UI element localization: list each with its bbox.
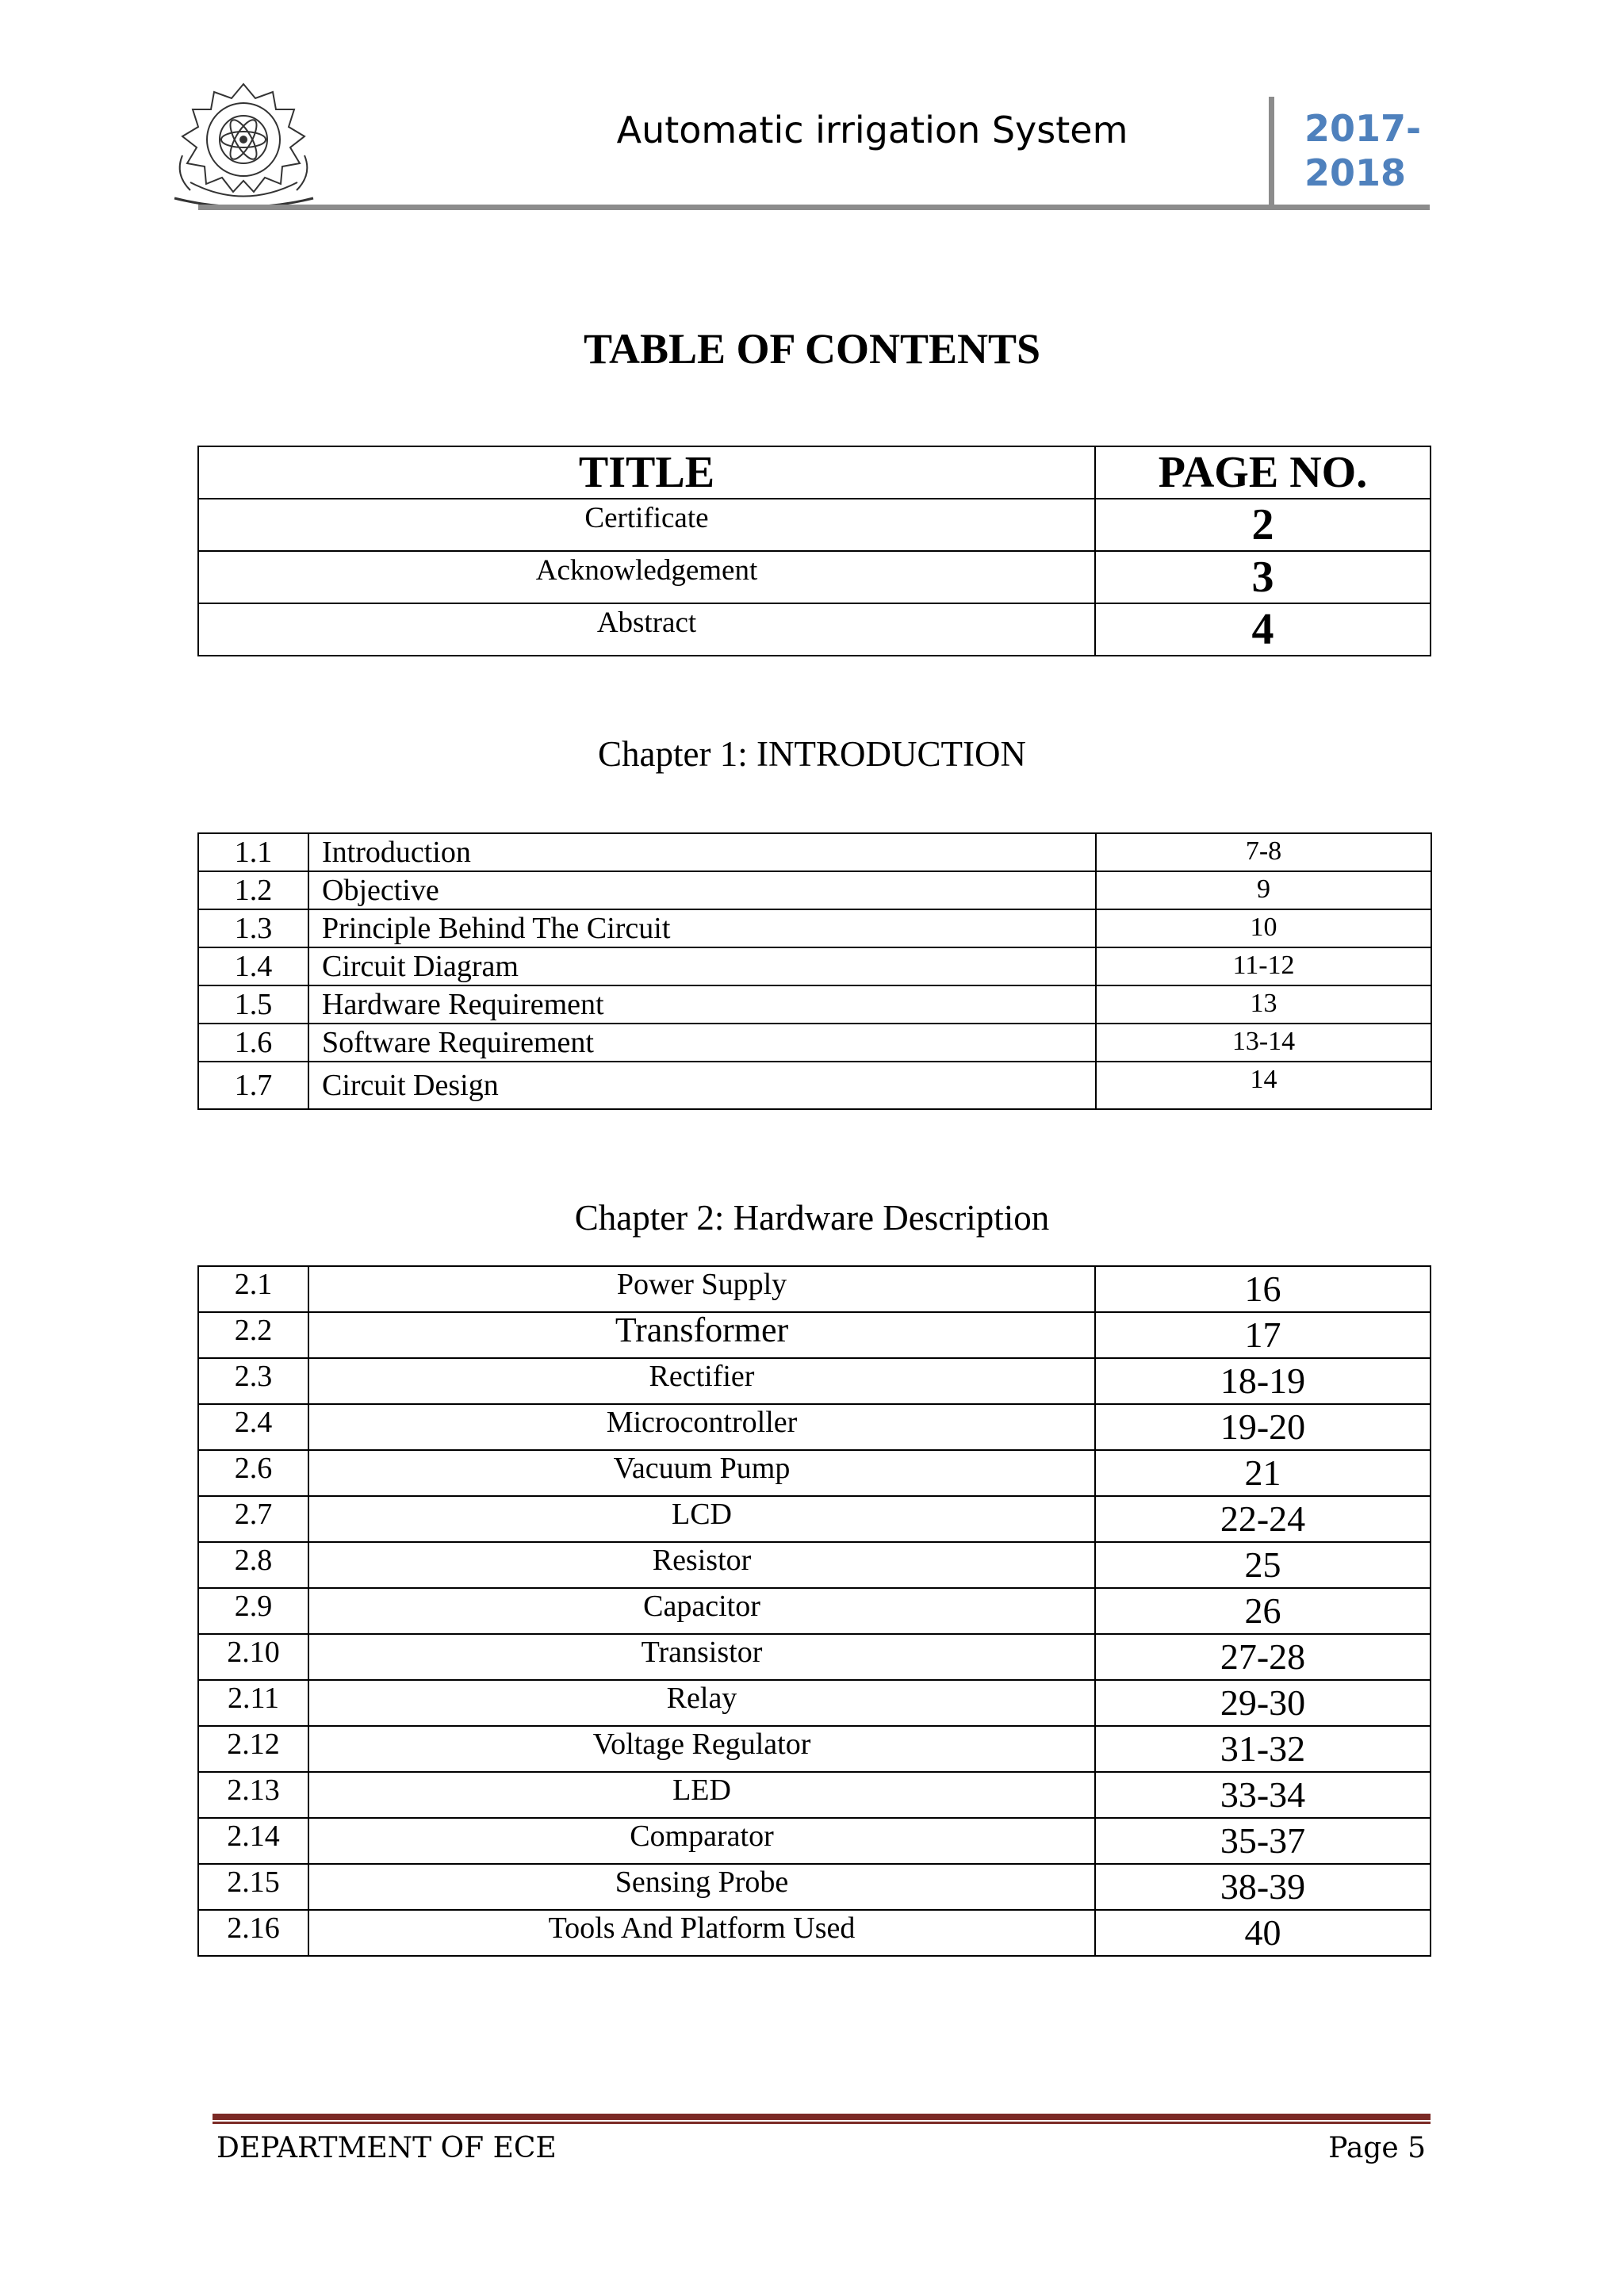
section-title: Resistor bbox=[308, 1542, 1095, 1588]
section-title: LCD bbox=[308, 1496, 1095, 1542]
table-row bbox=[198, 1680, 1431, 1726]
table-row bbox=[198, 1312, 1431, 1358]
section-page: 13-14 bbox=[1096, 1024, 1431, 1062]
section-page: 38-39 bbox=[1095, 1864, 1431, 1910]
section-title: Objective bbox=[308, 871, 1096, 909]
section-page: 10 bbox=[1096, 909, 1431, 947]
section-title: Vacuum Pump bbox=[308, 1450, 1095, 1496]
section-title: Microcontroller bbox=[308, 1404, 1095, 1450]
section-page: 21 bbox=[1095, 1450, 1431, 1496]
section-page: 7-8 bbox=[1096, 833, 1431, 871]
entry-page: 2 bbox=[1095, 499, 1431, 551]
section-title: Rectifier bbox=[308, 1358, 1095, 1404]
chapter-1-heading: Chapter 1: INTRODUCTION bbox=[598, 734, 1026, 774]
entry-page: 4 bbox=[1095, 603, 1431, 656]
section-number: 2.2 bbox=[198, 1312, 308, 1358]
table-row bbox=[198, 1266, 1431, 1312]
section-page: 22-24 bbox=[1095, 1496, 1431, 1542]
section-page: 40 bbox=[1095, 1910, 1431, 1956]
entry-title: Acknowledgement bbox=[198, 551, 1095, 603]
table-row bbox=[198, 551, 1431, 603]
section-page: 27-28 bbox=[1095, 1634, 1431, 1680]
section-page: 16 bbox=[1095, 1266, 1431, 1312]
section-number: 2.11 bbox=[198, 1680, 308, 1726]
section-page: 14 bbox=[1096, 1062, 1431, 1109]
section-number: 2.8 bbox=[198, 1542, 308, 1588]
section-number: 2.3 bbox=[198, 1358, 308, 1404]
section-number: 2.4 bbox=[198, 1404, 308, 1450]
section-number: 1.2 bbox=[198, 871, 308, 909]
section-page: 35-37 bbox=[1095, 1818, 1431, 1864]
section-title: Principle Behind The Circuit bbox=[308, 909, 1096, 947]
footer-rule-thick bbox=[213, 2114, 1431, 2120]
section-number: 2.9 bbox=[198, 1588, 308, 1634]
table-row bbox=[198, 603, 1431, 656]
table-row bbox=[198, 1024, 1431, 1062]
table-row bbox=[198, 833, 1431, 871]
section-page: 29-30 bbox=[1095, 1680, 1431, 1726]
table-row bbox=[198, 909, 1431, 947]
header-title: TITLE bbox=[198, 446, 1095, 499]
section-number: 2.13 bbox=[198, 1772, 308, 1818]
footer-department: DEPARTMENT OF ECE bbox=[216, 2132, 557, 2164]
table-row bbox=[198, 947, 1431, 985]
entry-title: Certificate bbox=[198, 499, 1095, 551]
table-row bbox=[198, 1634, 1431, 1680]
table-row bbox=[198, 499, 1431, 551]
section-page: 11-12 bbox=[1096, 947, 1431, 985]
section-title: LED bbox=[308, 1772, 1095, 1818]
front-matter-table bbox=[197, 446, 1431, 656]
section-number: 1.1 bbox=[198, 833, 308, 871]
section-title: Tools And Platform Used bbox=[308, 1910, 1095, 1956]
section-title: Hardware Requirement bbox=[308, 985, 1096, 1024]
section-title: Transformer bbox=[308, 1312, 1095, 1358]
section-number: 2.1 bbox=[198, 1266, 308, 1312]
section-number: 2.7 bbox=[198, 1496, 308, 1542]
section-page: 26 bbox=[1095, 1588, 1431, 1634]
section-page: 25 bbox=[1095, 1542, 1431, 1588]
section-title: Introduction bbox=[308, 833, 1096, 871]
section-number: 1.7 bbox=[198, 1062, 308, 1109]
section-title: Software Requirement bbox=[308, 1024, 1096, 1062]
section-page: 19-20 bbox=[1095, 1404, 1431, 1450]
section-number: 1.5 bbox=[198, 985, 308, 1024]
section-title: Circuit Diagram bbox=[308, 947, 1096, 985]
section-number: 1.4 bbox=[198, 947, 308, 985]
year-line-2: 2018 bbox=[1304, 151, 1407, 194]
section-page: 18-19 bbox=[1095, 1358, 1431, 1404]
section-title: Comparator bbox=[308, 1818, 1095, 1864]
header-divider-vertical bbox=[1269, 97, 1274, 208]
section-title: Relay bbox=[308, 1680, 1095, 1726]
table-row bbox=[198, 1864, 1431, 1910]
table-row bbox=[198, 1588, 1431, 1634]
section-title: Transistor bbox=[308, 1634, 1095, 1680]
section-number: 2.16 bbox=[198, 1910, 308, 1956]
toc-title: TABLE OF CONTENTS bbox=[583, 325, 1041, 373]
year-line-1: 2017- bbox=[1304, 107, 1422, 150]
entry-title: Abstract bbox=[198, 603, 1095, 656]
section-title: Circuit Design bbox=[308, 1062, 1096, 1109]
chapter-2-heading: Chapter 2: Hardware Description bbox=[574, 1198, 1050, 1238]
document-title: Automatic irrigation System bbox=[616, 109, 1128, 151]
footer-page-number: Page 5 bbox=[1328, 2132, 1426, 2164]
section-title: Voltage Regulator bbox=[308, 1726, 1095, 1772]
table-row bbox=[198, 1910, 1431, 1956]
table-row bbox=[198, 1404, 1431, 1450]
section-page: 33-34 bbox=[1095, 1772, 1431, 1818]
section-page: 17 bbox=[1095, 1312, 1431, 1358]
table-row bbox=[198, 1450, 1431, 1496]
section-title: Power Supply bbox=[308, 1266, 1095, 1312]
table-row bbox=[198, 1496, 1431, 1542]
section-page: 31-32 bbox=[1095, 1726, 1431, 1772]
table-row bbox=[198, 1062, 1431, 1109]
academic-year bbox=[1304, 106, 1421, 195]
section-page: 13 bbox=[1096, 985, 1431, 1024]
section-number: 2.15 bbox=[198, 1864, 308, 1910]
section-number: 1.3 bbox=[198, 909, 308, 947]
table-row bbox=[198, 1358, 1431, 1404]
section-number: 2.12 bbox=[198, 1726, 308, 1772]
section-number: 2.10 bbox=[198, 1634, 308, 1680]
table-header-row bbox=[198, 446, 1431, 499]
institution-seal-icon bbox=[159, 79, 329, 210]
table-row bbox=[198, 1818, 1431, 1864]
chapter-2-table bbox=[197, 1265, 1431, 1957]
section-number: 2.14 bbox=[198, 1818, 308, 1864]
section-page: 9 bbox=[1096, 871, 1431, 909]
section-number: 2.6 bbox=[198, 1450, 308, 1496]
header-page-no: PAGE NO. bbox=[1095, 446, 1431, 499]
table-row bbox=[198, 1542, 1431, 1588]
table-row bbox=[198, 985, 1431, 1024]
section-title: Sensing Probe bbox=[308, 1864, 1095, 1910]
table-row bbox=[198, 871, 1431, 909]
section-number: 1.6 bbox=[198, 1024, 308, 1062]
chapter-1-table bbox=[197, 832, 1432, 1110]
table-row bbox=[198, 1726, 1431, 1772]
footer-rule-thin bbox=[213, 2122, 1431, 2124]
entry-page: 3 bbox=[1095, 551, 1431, 603]
section-title: Capacitor bbox=[308, 1588, 1095, 1634]
header-divider-horizontal bbox=[198, 205, 1430, 210]
table-row bbox=[198, 1772, 1431, 1818]
